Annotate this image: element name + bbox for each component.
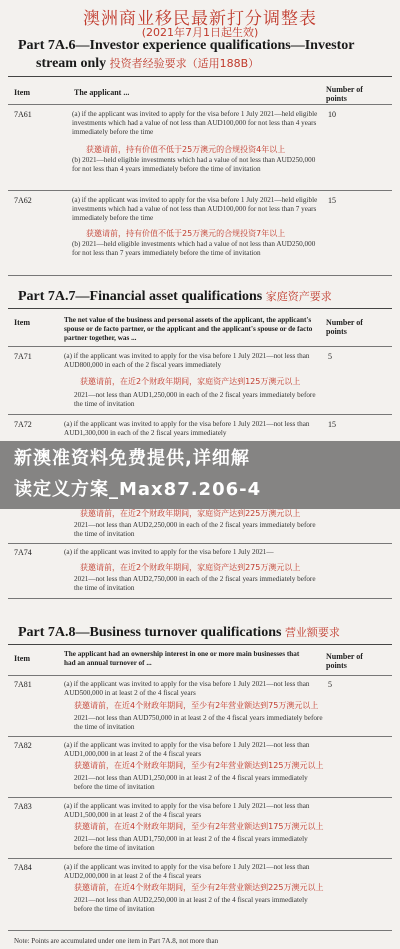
- divider: [8, 76, 392, 77]
- row-text-b: 2021—not less than AUD2,250,000 in at least 2 of the 4 fiscal years immediately before the time of invitation: [74, 896, 308, 913]
- section-7a8-title-cn: 营业额要求: [284, 626, 340, 639]
- row-points: 5: [328, 680, 332, 689]
- col-header-applicant: The net value of the business and personal assets of the applicant, the applicant's spouse or de facto partner, or the applicant and the applicant's spouse or de facto partner together, was ...: [64, 316, 313, 342]
- col-header-points: Number of points: [326, 85, 363, 103]
- row-text-b: 2021—not less than AUD1,750,000 in at least 2 of the 4 fiscal years immediately before the time of invitation: [74, 835, 308, 852]
- section-7a6-title-cn: 投资者经验要求（适用188B）: [109, 57, 260, 70]
- divider: [8, 736, 392, 737]
- row-note-cn: 获邀请前，持有价值不低于25万澳元的合规投资7年以上: [86, 229, 286, 238]
- divider: [8, 275, 392, 276]
- row-text-b: 2021—not less than AUD1,250,000 in each of the 2 fiscal years immediately before the time of invitation: [74, 391, 316, 408]
- divider: [8, 190, 392, 191]
- row-points: 5: [328, 352, 332, 361]
- divider: [8, 930, 392, 931]
- row-note-cn: 获邀请前，在近4个财政年期间，至少有2年营业额达到125万澳元以上: [74, 761, 324, 770]
- row-points: 15: [328, 196, 336, 205]
- row-text-b: (b) 2021—held eligible investments which had a value of not less than AUD250,000 for not less than 4 years immediately before the time of invitation: [72, 156, 316, 173]
- row-note-cn: 获邀请前，在近2个财政年期间，家庭资产达到225万澳元以上: [80, 509, 301, 518]
- divider: [8, 346, 392, 347]
- footer-note: Note: Points are accumulated under one item in Part 7A.8, not more than: [14, 937, 219, 945]
- row-item-code: 7A82: [14, 741, 32, 750]
- row-item-code: 7A62: [14, 196, 32, 205]
- row-text-a: (a) if the applicant was invited to apply for the visa before 1 July 2021—not less than AUD1,000,000 in at least 2 of the 4 fiscal years: [64, 741, 310, 758]
- row-text-b: 2021—not less than AUD2,750,000 in each of the 2 fiscal years immediately before the time of invitation: [74, 575, 316, 592]
- divider: [8, 104, 392, 105]
- overlay-banner-text: 新澳准资料免费提供,详细解 读定义方案_Max87.206-4: [14, 448, 262, 500]
- row-text-b: (b) 2021—held eligible investments which had a value of not less than AUD250,000 for not less than 7 years immediately before the time of invitation: [72, 240, 316, 257]
- section-7a6-title-line2: stream only 投资者经验要求（适用188B）: [36, 56, 260, 71]
- col-header-points: Number of points: [326, 318, 363, 336]
- divider: [8, 308, 392, 309]
- row-note-cn: 获邀请前，在近4个财政年期间，至少有2年营业额达到225万澳元以上: [74, 883, 324, 892]
- row-text-a: (a) if the applicant was invited to apply for the visa before 1 July 2021—: [64, 548, 274, 556]
- row-text-a: (a) if the applicant was invited to apply for the visa before 1 July 2021—held eligible investments which had a value of not less than AUD100,000 for not less than 7 years immediately before the time: [72, 196, 318, 222]
- row-note-cn: 获邀请前，持有价值不低于25万澳元的合规投资4年以上: [86, 145, 286, 154]
- divider: [8, 858, 392, 859]
- col-header-applicant: The applicant had an ownership interest in one or more main businesses that had an annual turnover of ...: [64, 650, 300, 667]
- page-subtitle: (2021年7月1日起生效): [141, 26, 259, 39]
- col-header-item: Item: [14, 318, 30, 327]
- col-header-item: Item: [14, 654, 30, 663]
- row-note-cn: 获邀请前，在近4个财政年期间，至少有2年营业额达到75万澳元以上: [74, 701, 319, 710]
- row-item-code: 7A71: [14, 352, 32, 361]
- row-text-a: (a) if the applicant was invited to apply for the visa before 1 July 2021—not less than AUD1,300,000 in each of the 2 fiscal years immediately: [64, 420, 310, 437]
- section-7a7-title-cn: 家庭资产要求: [265, 290, 332, 303]
- col-header-applicant: The applicant ...: [74, 88, 130, 97]
- divider: [8, 644, 392, 645]
- section-7a8-title: Part 7A.8—Business turnover qualifications 营业额要求: [18, 625, 340, 640]
- page-title: 澳洲商业移民最新打分调整表: [83, 9, 317, 29]
- divider: [8, 675, 392, 676]
- row-note-cn: 获邀请前，在近4个财政年期间，至少有2年营业额达到175万澳元以上: [74, 822, 324, 831]
- row-note-cn: 获邀请前，在近2个财政年期间，家庭资产达到125万澳元以上: [80, 377, 301, 386]
- row-text-a: (a) if the applicant was invited to apply for the visa before 1 July 2021—held eligible investments which had a value of not less than AUD100,000 for not less than 4 years immediately before the time: [72, 110, 318, 136]
- row-text-a: (a) if the applicant was invited to apply for the visa before 1 July 2021—not less than AUD2,000,000 in at least 2 of the 4 fiscal years: [64, 863, 310, 880]
- row-text-a: (a) if the applicant was invited to apply for the visa before 1 July 2021—not less than AUD800,000 in each of the 2 fiscal years immediately: [64, 352, 310, 369]
- row-text-a: (a) if the applicant was invited to apply for the visa before 1 July 2021—not less than AUD1,500,000 in at least 2 of the 4 fiscal years: [64, 802, 310, 819]
- divider: [8, 598, 392, 599]
- row-text-b: 2021—not less than AUD1,250,000 in at least 2 of the 4 fiscal years immediately before the time of invitation: [74, 774, 308, 791]
- row-points: 15: [328, 420, 336, 429]
- row-text-a: (a) if the applicant was invited to apply for the visa before 1 July 2021—not less than AUD500,000 in at least 2 of the 4 fiscal years: [64, 680, 310, 697]
- section-7a6-title: Part 7A.6—Investor experience qualifications—Investor: [18, 38, 355, 53]
- section-7a7-title: Part 7A.7—Financial asset qualifications 家庭资产要求: [18, 289, 332, 304]
- row-item-code: 7A72: [14, 420, 32, 429]
- row-text-b: 2021—not less than AUD750,000 in at least 2 of the 4 fiscal years immediately before the time of invitation: [74, 714, 323, 731]
- row-item-code: 7A84: [14, 863, 32, 872]
- row-points: 10: [328, 110, 336, 119]
- divider: [8, 414, 392, 415]
- col-header-item: Item: [14, 88, 30, 97]
- row-item-code: 7A74: [14, 548, 32, 557]
- row-text-b: 2021—not less than AUD2,250,000 in each of the 2 fiscal years immediately before the time of invitation: [74, 521, 316, 538]
- row-item-code: 7A81: [14, 680, 32, 689]
- divider: [8, 543, 392, 544]
- divider: [8, 797, 392, 798]
- col-header-points: Number of points: [326, 652, 363, 670]
- row-note-cn: 获邀请前，在近2个财政年期间，家庭资产达到275万澳元以上: [80, 563, 301, 572]
- row-item-code: 7A83: [14, 802, 32, 811]
- row-item-code: 7A61: [14, 110, 32, 119]
